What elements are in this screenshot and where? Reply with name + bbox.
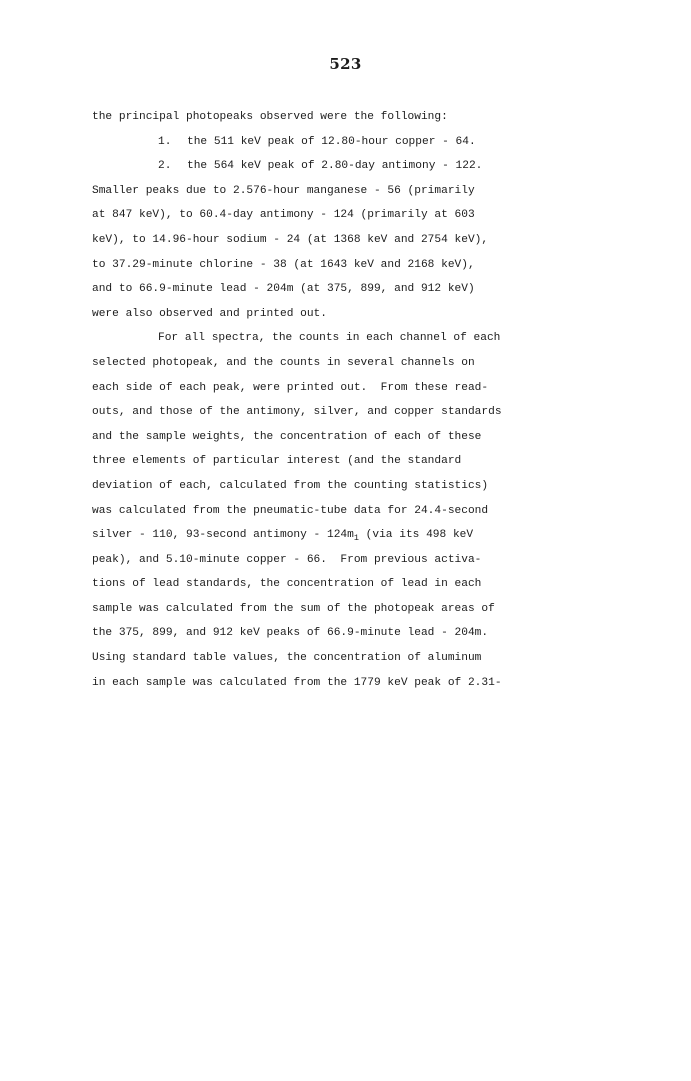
text-line: the principal photopeaks observed were the following: bbox=[92, 111, 448, 123]
text-line: selected photopeak, and the counts in several channels on bbox=[92, 356, 475, 369]
text-line: peak), and 5.10-minute copper - 66. From previous activa- bbox=[92, 553, 482, 566]
text-line: tions of lead standards, the concentration of lead in each bbox=[92, 578, 482, 591]
text-segment: (via its 498 keV bbox=[358, 529, 474, 542]
text-line: deviation of each, calculated from the counting statistics) bbox=[92, 479, 489, 492]
text-line: three elements of particular interest (and the standard bbox=[92, 455, 462, 468]
text-line: and the sample weights, the concentration of each of these bbox=[92, 430, 482, 443]
paragraph-first-line: For all spectra, the counts in each channel of each bbox=[158, 332, 501, 345]
page-number: 523 bbox=[329, 55, 362, 73]
text-line: outs, and those of the antimony, silver, and copper standards bbox=[92, 406, 502, 419]
list-item-number: 2. bbox=[158, 160, 172, 173]
list-item bbox=[92, 154, 562, 179]
list-item-text: the 511 keV peak of 12.80-hour copper - 64. bbox=[187, 135, 476, 148]
text-line: the 375, 899, and 912 keV peaks of 66.9-minute lead - 204m. bbox=[92, 627, 489, 640]
text-line: Smaller peaks due to 2.576-hour manganese - 56 (primarily bbox=[92, 184, 475, 197]
text-line: was calculated from the pneumatic-tube data for 24.4-second bbox=[92, 504, 489, 517]
text-line: sample was calculated from the sum of the photopeak areas of bbox=[92, 602, 495, 615]
text-line: Using standard table values, the concentration of aluminum bbox=[92, 652, 482, 665]
text-segment: silver - 110, 93-second antimony - 124m bbox=[92, 529, 354, 542]
text-line: and to 66.9-minute lead - 204m (at 375, 899, and 912 keV) bbox=[92, 283, 475, 296]
subscript: 1 bbox=[353, 533, 359, 544]
text-line: to 37.29-minute chlorine - 38 (at 1643 keV and 2168 keV), bbox=[92, 258, 475, 271]
list-item-text: the 564 keV peak of 2.80-day antimony - 122. bbox=[187, 160, 483, 173]
text-line bbox=[92, 523, 562, 548]
text-line: in each sample was calculated from the 1779 keV peak of 2.31- bbox=[92, 676, 502, 689]
body-text bbox=[92, 105, 562, 695]
list-item bbox=[92, 130, 562, 155]
text-line: were also observed and printed out. bbox=[92, 307, 327, 320]
text-line: at 847 keV), to 60.4-day antimony - 124 (primarily at 603 bbox=[92, 209, 475, 222]
list-item-number: 1. bbox=[158, 135, 172, 148]
text-line: each side of each peak, were printed out. From these read- bbox=[92, 381, 489, 394]
text-line: keV), to 14.96-hour sodium - 24 (at 1368 keV and 2754 keV), bbox=[92, 233, 489, 246]
